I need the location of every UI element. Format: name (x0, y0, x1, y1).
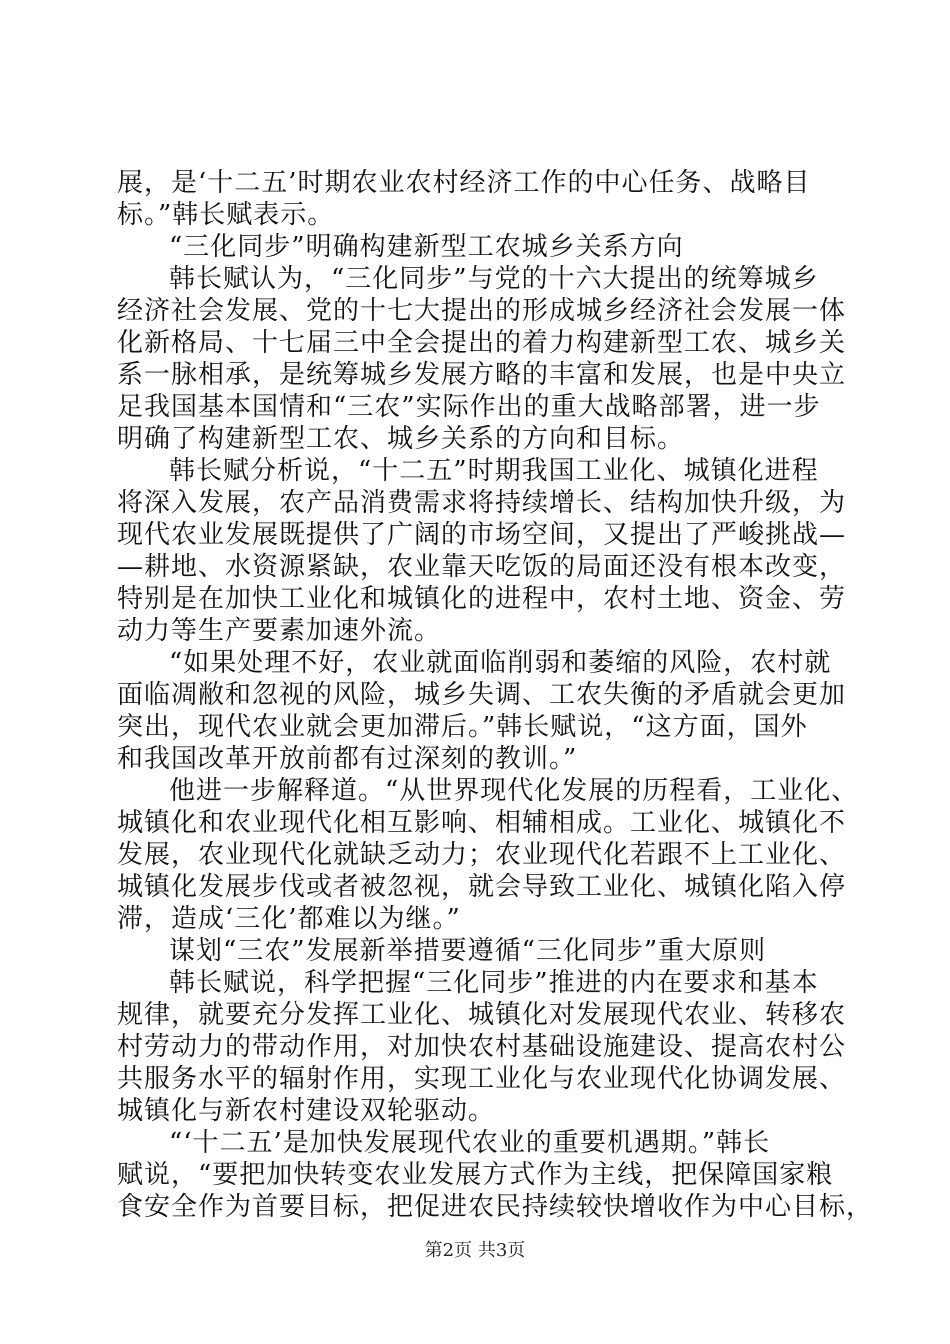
text-line: 化新格局、十七届三中全会提出的着力构建新型工农、城乡关 (117, 328, 847, 358)
text-line: “‘十二五’是加快发展现代农业的重要机遇期。”韩长 (169, 1128, 771, 1158)
text-line: 系一脉相承，是统筹城乡发展方略的丰富和发展，也是中央立 (117, 360, 847, 390)
text-line: 标。”韩长赋表示。 (117, 200, 335, 230)
text-line: 展，是‘十二五’时期农业农村经济工作的中心任务、战略目 (117, 168, 811, 198)
text-line: 滞，造成‘三化’都难以为继。” (117, 904, 461, 934)
text-line: 共服务水平的辐射作用，实现工业化与农业现代化协调发展、 (117, 1064, 847, 1094)
text-line: 将深入发展，农产品消费需求将持续增长、结构加快升级，为 (117, 488, 847, 518)
text-line: 城镇化发展步伐或者被忽视，就会导致工业化、城镇化陷入停 (117, 872, 847, 902)
text-line: 现代农业发展既提供了广阔的市场空间，又提出了严峻挑战— (117, 520, 847, 550)
section-heading: 谋划“三农”发展新举措要遵循“三化同步”重大原则 (169, 936, 767, 966)
text-line: 韩长赋认为，“三化同步”与党的十六大提出的统筹城乡 (169, 264, 819, 294)
page-number-label: 第2页 共3页 (424, 1240, 526, 1261)
text-line: 赋说，“要把加快转变农业发展方式作为主线，把保障国家粮 (117, 1160, 834, 1190)
page-footer (0, 1240, 950, 1262)
text-line: 规律，就要充分发挥工业化、城镇化对发展现代农业、转移农 (117, 1000, 847, 1030)
text-line: 足我国基本国情和“三农”实际作出的重大战略部署，进一步 (117, 392, 821, 422)
text-line: 村劳动力的带动作用，对加快农村基础设施建设、提高农村公 (117, 1032, 847, 1062)
text-line: 食安全作为首要目标，把促进农民持续较快增收作为中心目标， (117, 1192, 874, 1222)
text-line: 韩长赋分析说，“十二五”时期我国工业化、城镇化进程 (169, 456, 819, 486)
text-line: 面临凋敝和忽视的风险，城乡失调、工农失衡的矛盾就会更加 (117, 680, 847, 710)
text-line: “如果处理不好，农业就面临削弱和萎缩的风险，农村就 (169, 648, 832, 678)
text-line: 明确了构建新型工农、城乡关系的方向和目标。 (117, 424, 685, 454)
section-heading: “三化同步”明确构建新型工农城乡关系方向 (169, 232, 684, 262)
text-line: 突出，现代农业就会更加滞后。”韩长赋说，“这方面，国外 (117, 712, 808, 742)
text-line: —耕地、水资源紧缺，农业靠天吃饭的局面还没有根本改变， (117, 552, 847, 582)
text-line: 发展，农业现代化就缺乏动力；农业现代化若跟不上工业化、 (117, 840, 847, 870)
text-line: 特别是在加快工业化和城镇化的进程中，农村土地、资金、劳 (117, 584, 847, 614)
text-line: 城镇化和农业现代化相互影响、相辅相成。工业化、城镇化不 (117, 808, 847, 838)
text-line: 动力等生产要素加速外流。 (117, 616, 442, 646)
document-body (117, 167, 874, 1223)
text-line: 和我国改革开放前都有过深刻的教训。” (117, 744, 578, 774)
text-line: 经济社会发展、党的十七大提出的形成城乡经济社会发展一体 (117, 296, 847, 326)
text-line: 他进一步解释道。“从世界现代化发展的历程看，工业化、 (169, 776, 859, 806)
text-line: 城镇化与新农村建设双轮驱动。 (117, 1096, 496, 1126)
text-line: 韩长赋说，科学把握“三化同步”推进的内在要求和基本 (169, 968, 819, 998)
